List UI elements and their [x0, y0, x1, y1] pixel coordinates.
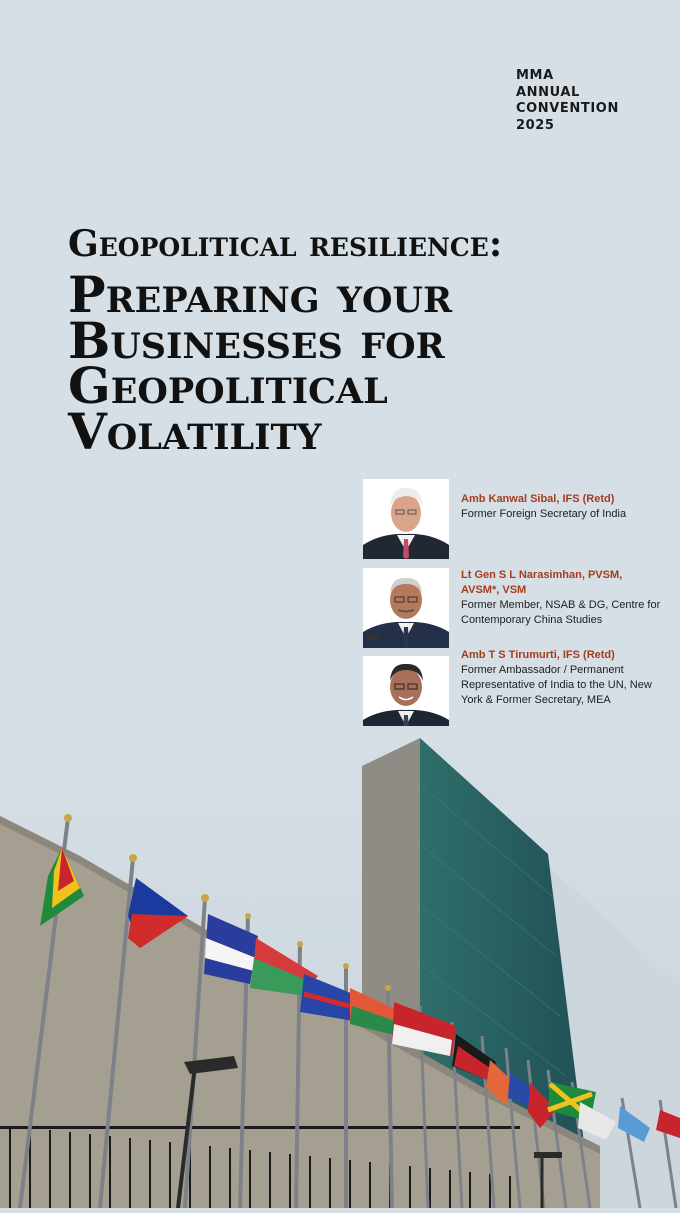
speaker-name: Lt Gen S L Narasimhan, PVSM, AVSM*, VSM [461, 569, 623, 596]
speaker-name: Amb Kanwal Sibal, IFS (Retd) [461, 493, 615, 505]
convention-line: MMA [516, 68, 554, 83]
speaker-card [363, 568, 663, 650]
speaker-role: Former Foreign Secretary of India [461, 508, 627, 520]
session-title: Preparing your Businesses for Geopolitical Volatility [68, 265, 453, 461]
speaker-photo [363, 568, 449, 648]
convention-line: 2025 [516, 117, 555, 133]
convention-line: CONVENTION [516, 101, 619, 116]
speaker-role: Former Ambassador / Permanent Representative of India to the UN, New York & Former Secretary, MEA [461, 664, 652, 706]
speaker-name: Amb T S Tirumurti, IFS (Retd) [461, 649, 615, 661]
speaker-card [363, 479, 663, 561]
speaker-photo [363, 479, 449, 559]
convention-label [516, 68, 619, 134]
session-subtitle: Geopolitical resilience: [68, 223, 503, 265]
un-headquarters-photo [0, 726, 680, 1208]
speaker-photo [363, 656, 449, 736]
convention-line: ANNUAL [516, 84, 580, 100]
speaker-role: Former Member, NSAB & DG, Centre for Contemporary China Studies [461, 599, 661, 626]
